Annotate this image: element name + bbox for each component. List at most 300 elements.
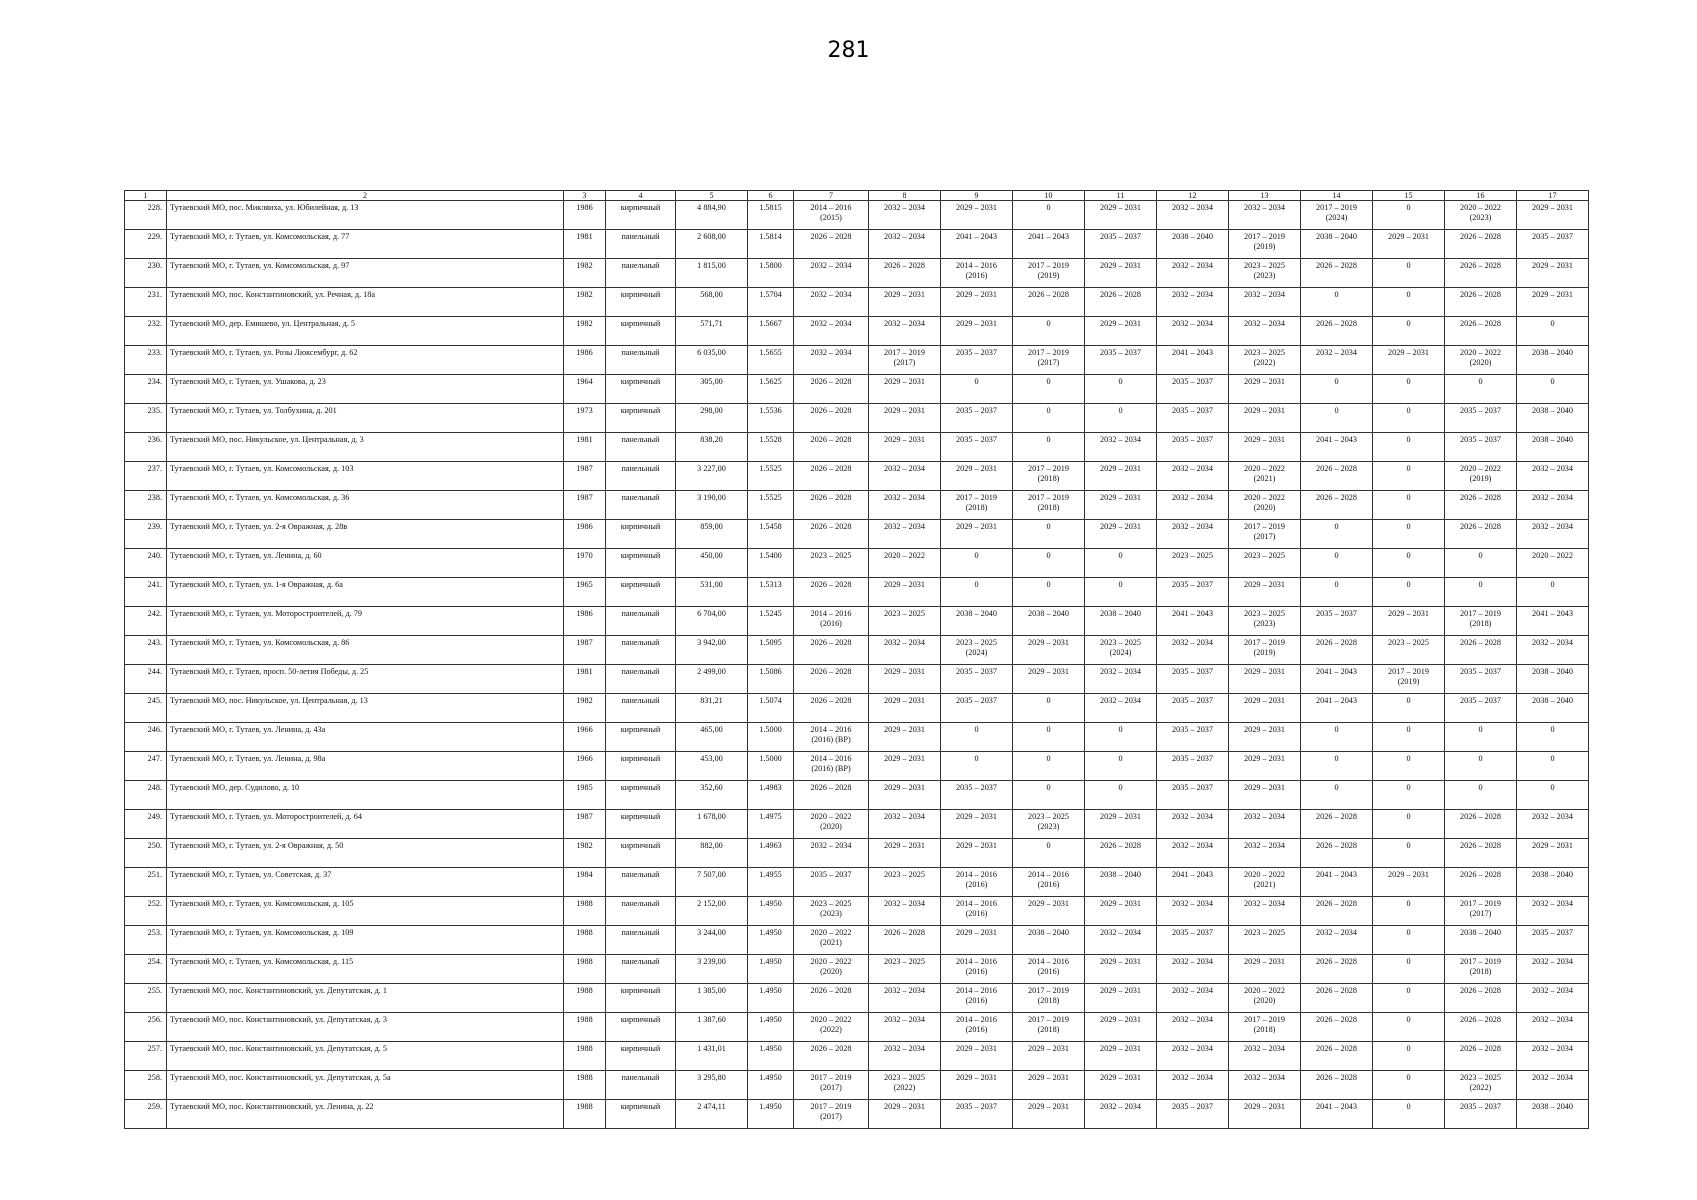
table-cell: 2038 – 2040 <box>1157 230 1229 259</box>
table-cell: 2026 – 2028 <box>794 984 869 1013</box>
table-cell: 2032 – 2034 <box>1517 810 1589 839</box>
table-cell: 2026 – 2028 <box>1301 317 1373 346</box>
column-number-cell: 2 <box>167 191 564 201</box>
table-cell: 1.5536 <box>748 404 794 433</box>
table-cell: 2017 – 2019 (2018) <box>1013 491 1085 520</box>
column-number-cell: 4 <box>606 191 676 201</box>
table-cell: 6 035,00 <box>676 346 748 375</box>
table-cell: 298,00 <box>676 404 748 433</box>
table-cell: 1.4950 <box>748 1013 794 1042</box>
table-cell: 1986 <box>564 520 606 549</box>
table-cell: 2026 – 2028 <box>1301 984 1373 1013</box>
table-cell: 2017 – 2019 (2017) <box>1229 520 1301 549</box>
table-cell: 2023 – 2025 (2024) <box>941 636 1013 665</box>
table-cell: Тутаевский МО, пос. Константиновский, ул. Депутатская, д. 5 <box>167 1042 564 1071</box>
table-cell: 465,00 <box>676 723 748 752</box>
table-cell: 2032 – 2034 <box>1157 491 1229 520</box>
table-row <box>125 201 1589 230</box>
table-cell: 2032 – 2034 <box>869 1042 941 1071</box>
table-cell: 2026 – 2028 <box>1445 636 1517 665</box>
table-cell: 2023 – 2025 <box>1373 636 1445 665</box>
table-cell: Тутаевский МО, пос. Константиновский, ул. Депутатская, д. 5а <box>167 1071 564 1100</box>
table-cell: 2032 – 2034 <box>1229 201 1301 230</box>
table-cell: 2023 – 2025 <box>869 955 941 984</box>
table-cell: 0 <box>1373 317 1445 346</box>
table-cell: 2032 – 2034 <box>1517 520 1589 549</box>
table-row <box>125 926 1589 955</box>
column-number-cell: 12 <box>1157 191 1229 201</box>
table-cell: 2032 – 2034 <box>1157 288 1229 317</box>
table-cell: 2023 – 2025 (2024) <box>1085 636 1157 665</box>
table-cell: 2032 – 2034 <box>869 520 941 549</box>
table-cell: 2026 – 2028 <box>1445 317 1517 346</box>
table-cell: панельный <box>606 868 676 897</box>
table-cell: 2023 – 2025 <box>1229 549 1301 578</box>
table-cell: 2014 – 2016 (2016) <box>1013 955 1085 984</box>
table-cell: 1966 <box>564 723 606 752</box>
table-cell: 2023 – 2025 <box>1229 926 1301 955</box>
table-cell: 2029 – 2031 <box>1517 259 1589 288</box>
table-cell: 0 <box>1373 984 1445 1013</box>
table-cell: кирпичный <box>606 520 676 549</box>
table-cell: 1 387,60 <box>676 1013 748 1042</box>
table-cell: 2014 – 2016 (2015) <box>794 201 869 230</box>
table-cell: 2014 – 2016 (2016) <box>794 607 869 636</box>
table-cell: 1986 <box>564 201 606 230</box>
table-cell: панельный <box>606 491 676 520</box>
table-cell: 2026 – 2028 <box>1445 810 1517 839</box>
table-cell: 3 244,00 <box>676 926 748 955</box>
table-cell: 531,00 <box>676 578 748 607</box>
table-cell: 2014 – 2016 (2016) (ВР) <box>794 752 869 781</box>
table-cell: 0 <box>1445 752 1517 781</box>
column-number-cell: 1 <box>125 191 167 201</box>
table-row <box>125 1071 1589 1100</box>
table-cell: 2032 – 2034 <box>1517 1042 1589 1071</box>
table-cell: 0 <box>1373 288 1445 317</box>
table-cell: 2026 – 2028 <box>794 578 869 607</box>
table-cell: 1985 <box>564 781 606 810</box>
page-number: 281 <box>827 38 870 63</box>
table-cell: 2029 – 2031 <box>1373 346 1445 375</box>
table-cell: 2029 – 2031 <box>941 1071 1013 1100</box>
table-cell: панельный <box>606 607 676 636</box>
table-cell: 2029 – 2031 <box>1085 491 1157 520</box>
table-cell: 1 815,00 <box>676 259 748 288</box>
table-cell: Тутаевский МО, г. Тутаев, ул. Советская, д. 37 <box>167 868 564 897</box>
table-cell: 2032 – 2034 <box>794 317 869 346</box>
table-row <box>125 433 1589 462</box>
table-cell: 1987 <box>564 636 606 665</box>
table-cell: 1970 <box>564 549 606 578</box>
table-cell: 0 <box>1373 520 1445 549</box>
table-cell: 2032 – 2034 <box>794 346 869 375</box>
table-cell: 2038 – 2040 <box>1445 926 1517 955</box>
table-cell: 2035 – 2037 <box>1085 230 1157 259</box>
table-cell: 2 499,00 <box>676 665 748 694</box>
table-cell: 2026 – 2028 <box>1301 810 1373 839</box>
table-row <box>125 520 1589 549</box>
table-cell: 1988 <box>564 926 606 955</box>
table-cell: 2017 – 2019 (2018) <box>1013 1013 1085 1042</box>
table-cell: панельный <box>606 665 676 694</box>
table-cell: 2035 – 2037 <box>1445 404 1517 433</box>
table-cell: кирпичный <box>606 288 676 317</box>
table-cell: 2029 – 2031 <box>1517 201 1589 230</box>
table-cell: 1986 <box>564 346 606 375</box>
table-cell: 243. <box>125 636 167 665</box>
table-row <box>125 781 1589 810</box>
table-cell: 2032 – 2034 <box>1157 1071 1229 1100</box>
table-cell: Тутаевский МО, г. Тутаев, ул. Розы Люксембург, д. 62 <box>167 346 564 375</box>
table-cell: 2020 – 2022 (2020) <box>1229 491 1301 520</box>
table-cell: 2032 – 2034 <box>1085 926 1157 955</box>
table-cell: Тутаевский МО, г. Тутаев, ул. Комсомольская, д. 97 <box>167 259 564 288</box>
table-cell: 2014 – 2016 (2016) <box>941 259 1013 288</box>
table-row <box>125 839 1589 868</box>
table-cell: 1.4950 <box>748 897 794 926</box>
table-cell: 2017 – 2019 (2024) <box>1301 201 1373 230</box>
table-cell: 0 <box>1013 578 1085 607</box>
table-cell: 0 <box>941 375 1013 404</box>
table-cell: 2041 – 2043 <box>1013 230 1085 259</box>
table-cell: 2029 – 2031 <box>1517 839 1589 868</box>
table-cell: 2038 – 2040 <box>1517 694 1589 723</box>
table-cell: 1965 <box>564 578 606 607</box>
table-cell: 352,60 <box>676 781 748 810</box>
table-cell: 1988 <box>564 984 606 1013</box>
table-cell: 1986 <box>564 607 606 636</box>
table-cell: 1987 <box>564 491 606 520</box>
table-cell: 2038 – 2040 <box>1517 868 1589 897</box>
table-cell: панельный <box>606 926 676 955</box>
table-cell: 838,20 <box>676 433 748 462</box>
table-cell: 0 <box>1085 404 1157 433</box>
table-cell: кирпичный <box>606 375 676 404</box>
table-cell: 2029 – 2031 <box>1085 897 1157 926</box>
table-cell: 251. <box>125 868 167 897</box>
table-cell: 2026 – 2028 <box>1301 839 1373 868</box>
table-cell: 2026 – 2028 <box>794 520 869 549</box>
table-cell: 2014 – 2016 (2016) (ВР) <box>794 723 869 752</box>
table-cell: 2023 – 2025 <box>794 549 869 578</box>
table-cell: Тутаевский МО, пос. Константиновский, ул. Речная, д. 18а <box>167 288 564 317</box>
table-cell: 0 <box>1013 520 1085 549</box>
table-cell: 0 <box>1517 578 1589 607</box>
table-cell: 2026 – 2028 <box>1085 288 1157 317</box>
table-cell: 0 <box>1373 375 1445 404</box>
table-cell: 233. <box>125 346 167 375</box>
table-cell: 2023 – 2025 (2022) <box>1445 1071 1517 1100</box>
table-cell: 2032 – 2034 <box>1229 317 1301 346</box>
table-cell: панельный <box>606 955 676 984</box>
column-number-cell: 8 <box>869 191 941 201</box>
table-cell: Тутаевский МО, дер. Судилово, д. 10 <box>167 781 564 810</box>
table-cell: 2032 – 2034 <box>1229 810 1301 839</box>
table-cell: 0 <box>1445 549 1517 578</box>
table-cell: 2026 – 2028 <box>1085 839 1157 868</box>
table-cell: 2029 – 2031 <box>869 433 941 462</box>
table-cell: 0 <box>1517 781 1589 810</box>
table-cell: 2017 – 2019 (2019) <box>1229 636 1301 665</box>
table-cell: 1988 <box>564 1013 606 1042</box>
table-cell: 2035 – 2037 <box>1157 752 1229 781</box>
table-row <box>125 230 1589 259</box>
table-cell: 2014 – 2016 (2016) <box>941 1013 1013 1042</box>
table-cell: 2020 – 2022 (2019) <box>1445 462 1517 491</box>
table-cell: Тутаевский МО, г. Тутаев, ул. Ленина, д. 98а <box>167 752 564 781</box>
table-cell: 2032 – 2034 <box>1157 1013 1229 1042</box>
table-cell: Тутаевский МО, г. Тутаев, ул. Моторостроителей, д. 64 <box>167 810 564 839</box>
table-cell: 237. <box>125 462 167 491</box>
table-cell: 2038 – 2040 <box>1517 404 1589 433</box>
table-cell: 2023 – 2025 (2022) <box>1229 346 1301 375</box>
table-row <box>125 404 1589 433</box>
table-row <box>125 462 1589 491</box>
table-cell: 2032 – 2034 <box>1157 897 1229 926</box>
table-cell: 0 <box>1373 810 1445 839</box>
column-number-cell: 6 <box>748 191 794 201</box>
table-cell: 2026 – 2028 <box>794 694 869 723</box>
table-cell: 2038 – 2040 <box>1517 433 1589 462</box>
table-cell: 2035 – 2037 <box>1517 926 1589 955</box>
table-cell: 2029 – 2031 <box>869 578 941 607</box>
table-cell: 2029 – 2031 <box>1085 259 1157 288</box>
table-cell: 2029 – 2031 <box>1229 752 1301 781</box>
table-row <box>125 346 1589 375</box>
column-number-cell: 5 <box>676 191 748 201</box>
table-cell: Тутаевский МО, пос. Никульское, ул. Центральная, д. 3 <box>167 433 564 462</box>
table-cell: 2029 – 2031 <box>1013 1100 1085 1129</box>
table-cell: 0 <box>1013 317 1085 346</box>
table-cell: Тутаевский МО, пос. Микляиха, ул. Юбилейная, д. 13 <box>167 201 564 230</box>
table-cell: 2041 – 2043 <box>1517 607 1589 636</box>
table-cell: Тутаевский МО, г. Тутаев, ул. 2-я Овражная, д. 50 <box>167 839 564 868</box>
table-cell: 2029 – 2031 <box>1085 1042 1157 1071</box>
table-cell: 256. <box>125 1013 167 1042</box>
table-cell: 2032 – 2034 <box>1517 462 1589 491</box>
table-cell: панельный <box>606 462 676 491</box>
table-cell: 2029 – 2031 <box>1229 955 1301 984</box>
table-cell: 2032 – 2034 <box>1157 984 1229 1013</box>
table-cell: 2026 – 2028 <box>869 926 941 955</box>
table-cell: 259. <box>125 1100 167 1129</box>
table-cell: 245. <box>125 694 167 723</box>
table-cell: 2032 – 2034 <box>1157 955 1229 984</box>
table-row <box>125 317 1589 346</box>
table-cell: 255. <box>125 984 167 1013</box>
table-row <box>125 259 1589 288</box>
table-cell: 2029 – 2031 <box>1085 810 1157 839</box>
table-cell: 1.4975 <box>748 810 794 839</box>
table-cell: кирпичный <box>606 578 676 607</box>
table-cell: 2029 – 2031 <box>1085 1071 1157 1100</box>
table-cell: 2038 – 2040 <box>1517 1100 1589 1129</box>
table-cell: 2032 – 2034 <box>1517 984 1589 1013</box>
table-cell: 2032 – 2034 <box>1157 520 1229 549</box>
table-cell: 2029 – 2031 <box>869 404 941 433</box>
table-cell: 2029 – 2031 <box>1085 984 1157 1013</box>
table-cell: 2032 – 2034 <box>1157 201 1229 230</box>
table-cell: 0 <box>1301 549 1373 578</box>
table-cell: 240. <box>125 549 167 578</box>
table-cell: 0 <box>1301 723 1373 752</box>
table-cell: 2032 – 2034 <box>869 810 941 839</box>
table-cell: 2029 – 2031 <box>1085 317 1157 346</box>
table-cell: 2017 – 2019 (2018) <box>1013 462 1085 491</box>
table-cell: 1.5086 <box>748 665 794 694</box>
table-cell: 2032 – 2034 <box>1229 1071 1301 1100</box>
table-cell: 2026 – 2028 <box>794 230 869 259</box>
table-cell: 2017 – 2019 (2018) <box>1229 1013 1301 1042</box>
table-cell: Тутаевский МО, г. Тутаев, ул. Ушакова, д. 23 <box>167 375 564 404</box>
table-cell: 2026 – 2028 <box>1445 868 1517 897</box>
table-cell: Тутаевский МО, пос. Константиновский, ул. Депутатская, д. 3 <box>167 1013 564 1042</box>
table-cell: 2032 – 2034 <box>1229 897 1301 926</box>
table-cell: 253. <box>125 926 167 955</box>
table-cell: 2026 – 2028 <box>794 404 869 433</box>
table-cell: 238. <box>125 491 167 520</box>
table-row <box>125 1042 1589 1071</box>
table-cell: 2041 – 2043 <box>1157 607 1229 636</box>
table-cell: 2038 – 2040 <box>1517 665 1589 694</box>
table-cell: 2041 – 2043 <box>1301 694 1373 723</box>
table-cell: 2026 – 2028 <box>1301 1042 1373 1071</box>
table-cell: 2026 – 2028 <box>794 491 869 520</box>
table-cell: 1.5528 <box>748 433 794 462</box>
table-cell: 0 <box>1301 520 1373 549</box>
table-cell: 2035 – 2037 <box>1301 607 1373 636</box>
table-cell: 2029 – 2031 <box>1373 607 1445 636</box>
table-cell: 0 <box>1445 781 1517 810</box>
table-cell: 2029 – 2031 <box>1229 665 1301 694</box>
table-cell: 2032 – 2034 <box>1157 839 1229 868</box>
table-cell: 2029 – 2031 <box>869 375 941 404</box>
table-row <box>125 723 1589 752</box>
table-cell: 2035 – 2037 <box>1157 1100 1229 1129</box>
table-cell: 2035 – 2037 <box>794 868 869 897</box>
table-cell: 2041 – 2043 <box>1301 1100 1373 1129</box>
table-cell: 0 <box>1517 752 1589 781</box>
table-cell: 2029 – 2031 <box>1229 375 1301 404</box>
table-cell: 0 <box>1373 491 1445 520</box>
table-cell: 2026 – 2028 <box>1445 520 1517 549</box>
table-cell: 3 239,00 <box>676 955 748 984</box>
table-cell: 2035 – 2037 <box>941 781 1013 810</box>
table-cell: 258. <box>125 1071 167 1100</box>
table-cell: 2017 – 2019 (2018) <box>1445 955 1517 984</box>
table-cell: 2026 – 2028 <box>794 1042 869 1071</box>
table-cell: 2029 – 2031 <box>1013 1042 1085 1071</box>
table-cell: 859,00 <box>676 520 748 549</box>
table-cell: 0 <box>1013 781 1085 810</box>
table-cell: 2032 – 2034 <box>1157 259 1229 288</box>
table-cell: 2017 – 2019 (2019) <box>1013 259 1085 288</box>
table-cell: 1981 <box>564 665 606 694</box>
table-cell: 2032 – 2034 <box>794 839 869 868</box>
table-cell: 2026 – 2028 <box>1301 897 1373 926</box>
table-cell: 1.4950 <box>748 1071 794 1100</box>
table-cell: 0 <box>1373 404 1445 433</box>
table-cell: 242. <box>125 607 167 636</box>
table-cell: 2026 – 2028 <box>1445 1042 1517 1071</box>
table-cell: 1.5074 <box>748 694 794 723</box>
table-cell: 1.5525 <box>748 462 794 491</box>
table-cell: 2026 – 2028 <box>1445 230 1517 259</box>
table-cell: 1982 <box>564 694 606 723</box>
table-cell: 2032 – 2034 <box>1157 462 1229 491</box>
table-cell: 0 <box>1373 723 1445 752</box>
table-cell: 0 <box>1373 578 1445 607</box>
table-row <box>125 288 1589 317</box>
table-cell: 2023 – 2025 (2023) <box>1013 810 1085 839</box>
table-cell: 2032 – 2034 <box>1085 665 1157 694</box>
table-cell: 1.5800 <box>748 259 794 288</box>
table-cell: 2035 – 2037 <box>1157 375 1229 404</box>
table-cell: 450,00 <box>676 549 748 578</box>
table-cell: Тутаевский МО, г. Тутаев, просп. 50-летия Победы, д. 25 <box>167 665 564 694</box>
table-row <box>125 665 1589 694</box>
table-cell: 2026 – 2028 <box>1445 984 1517 1013</box>
table-cell: 1987 <box>564 462 606 491</box>
table-cell: 2026 – 2028 <box>1445 1013 1517 1042</box>
column-number-cell: 9 <box>941 191 1013 201</box>
table-cell: 1.4955 <box>748 868 794 897</box>
table-cell: 2035 – 2037 <box>1445 665 1517 694</box>
table-cell: 241. <box>125 578 167 607</box>
table-cell: 1.5704 <box>748 288 794 317</box>
table-cell: 2017 – 2019 (2018) <box>941 491 1013 520</box>
table-cell: 2026 – 2028 <box>1301 1071 1373 1100</box>
table-cell: 2020 – 2022 (2020) <box>794 810 869 839</box>
table-cell: Тутаевский МО, пос. Константиновский, ул. Ленина, д. 22 <box>167 1100 564 1129</box>
table-cell: 0 <box>1373 462 1445 491</box>
table-row <box>125 491 1589 520</box>
table-cell: 2026 – 2028 <box>1013 288 1085 317</box>
table-cell: 2032 – 2034 <box>869 897 941 926</box>
table-cell: 0 <box>1373 781 1445 810</box>
table-cell: кирпичный <box>606 752 676 781</box>
table-cell: 1988 <box>564 897 606 926</box>
table-row <box>125 578 1589 607</box>
table-cell: кирпичный <box>606 984 676 1013</box>
table-cell: 0 <box>1373 201 1445 230</box>
table-cell: 0 <box>1517 375 1589 404</box>
table-cell: 1982 <box>564 259 606 288</box>
table-cell: 2035 – 2037 <box>941 433 1013 462</box>
table-cell: Тутаевский МО, г. Тутаев, ул. Комсомольская, д. 103 <box>167 462 564 491</box>
housing-repair-table <box>124 190 1589 1129</box>
table-cell: 1966 <box>564 752 606 781</box>
table-cell: 1.4950 <box>748 955 794 984</box>
table-cell: 2032 – 2034 <box>869 462 941 491</box>
table-cell: 2035 – 2037 <box>1157 781 1229 810</box>
table-cell: 247. <box>125 752 167 781</box>
table-cell: 2035 – 2037 <box>1445 1100 1517 1129</box>
column-number-cell: 10 <box>1013 191 1085 201</box>
table-cell: 2014 – 2016 (2016) <box>941 868 1013 897</box>
table-cell: 0 <box>1085 549 1157 578</box>
table-cell: 2032 – 2034 <box>1157 317 1229 346</box>
table-cell: 0 <box>941 549 1013 578</box>
table-cell: 0 <box>1517 317 1589 346</box>
table-cell: Тутаевский МО, г. Тутаев, ул. 1-я Овражная, д. 6а <box>167 578 564 607</box>
table-cell: 0 <box>1373 694 1445 723</box>
table-cell: 2029 – 2031 <box>1517 288 1589 317</box>
table-cell: 2038 – 2040 <box>1301 230 1373 259</box>
table-cell: 1 431,01 <box>676 1042 748 1071</box>
table-cell: 1988 <box>564 1071 606 1100</box>
